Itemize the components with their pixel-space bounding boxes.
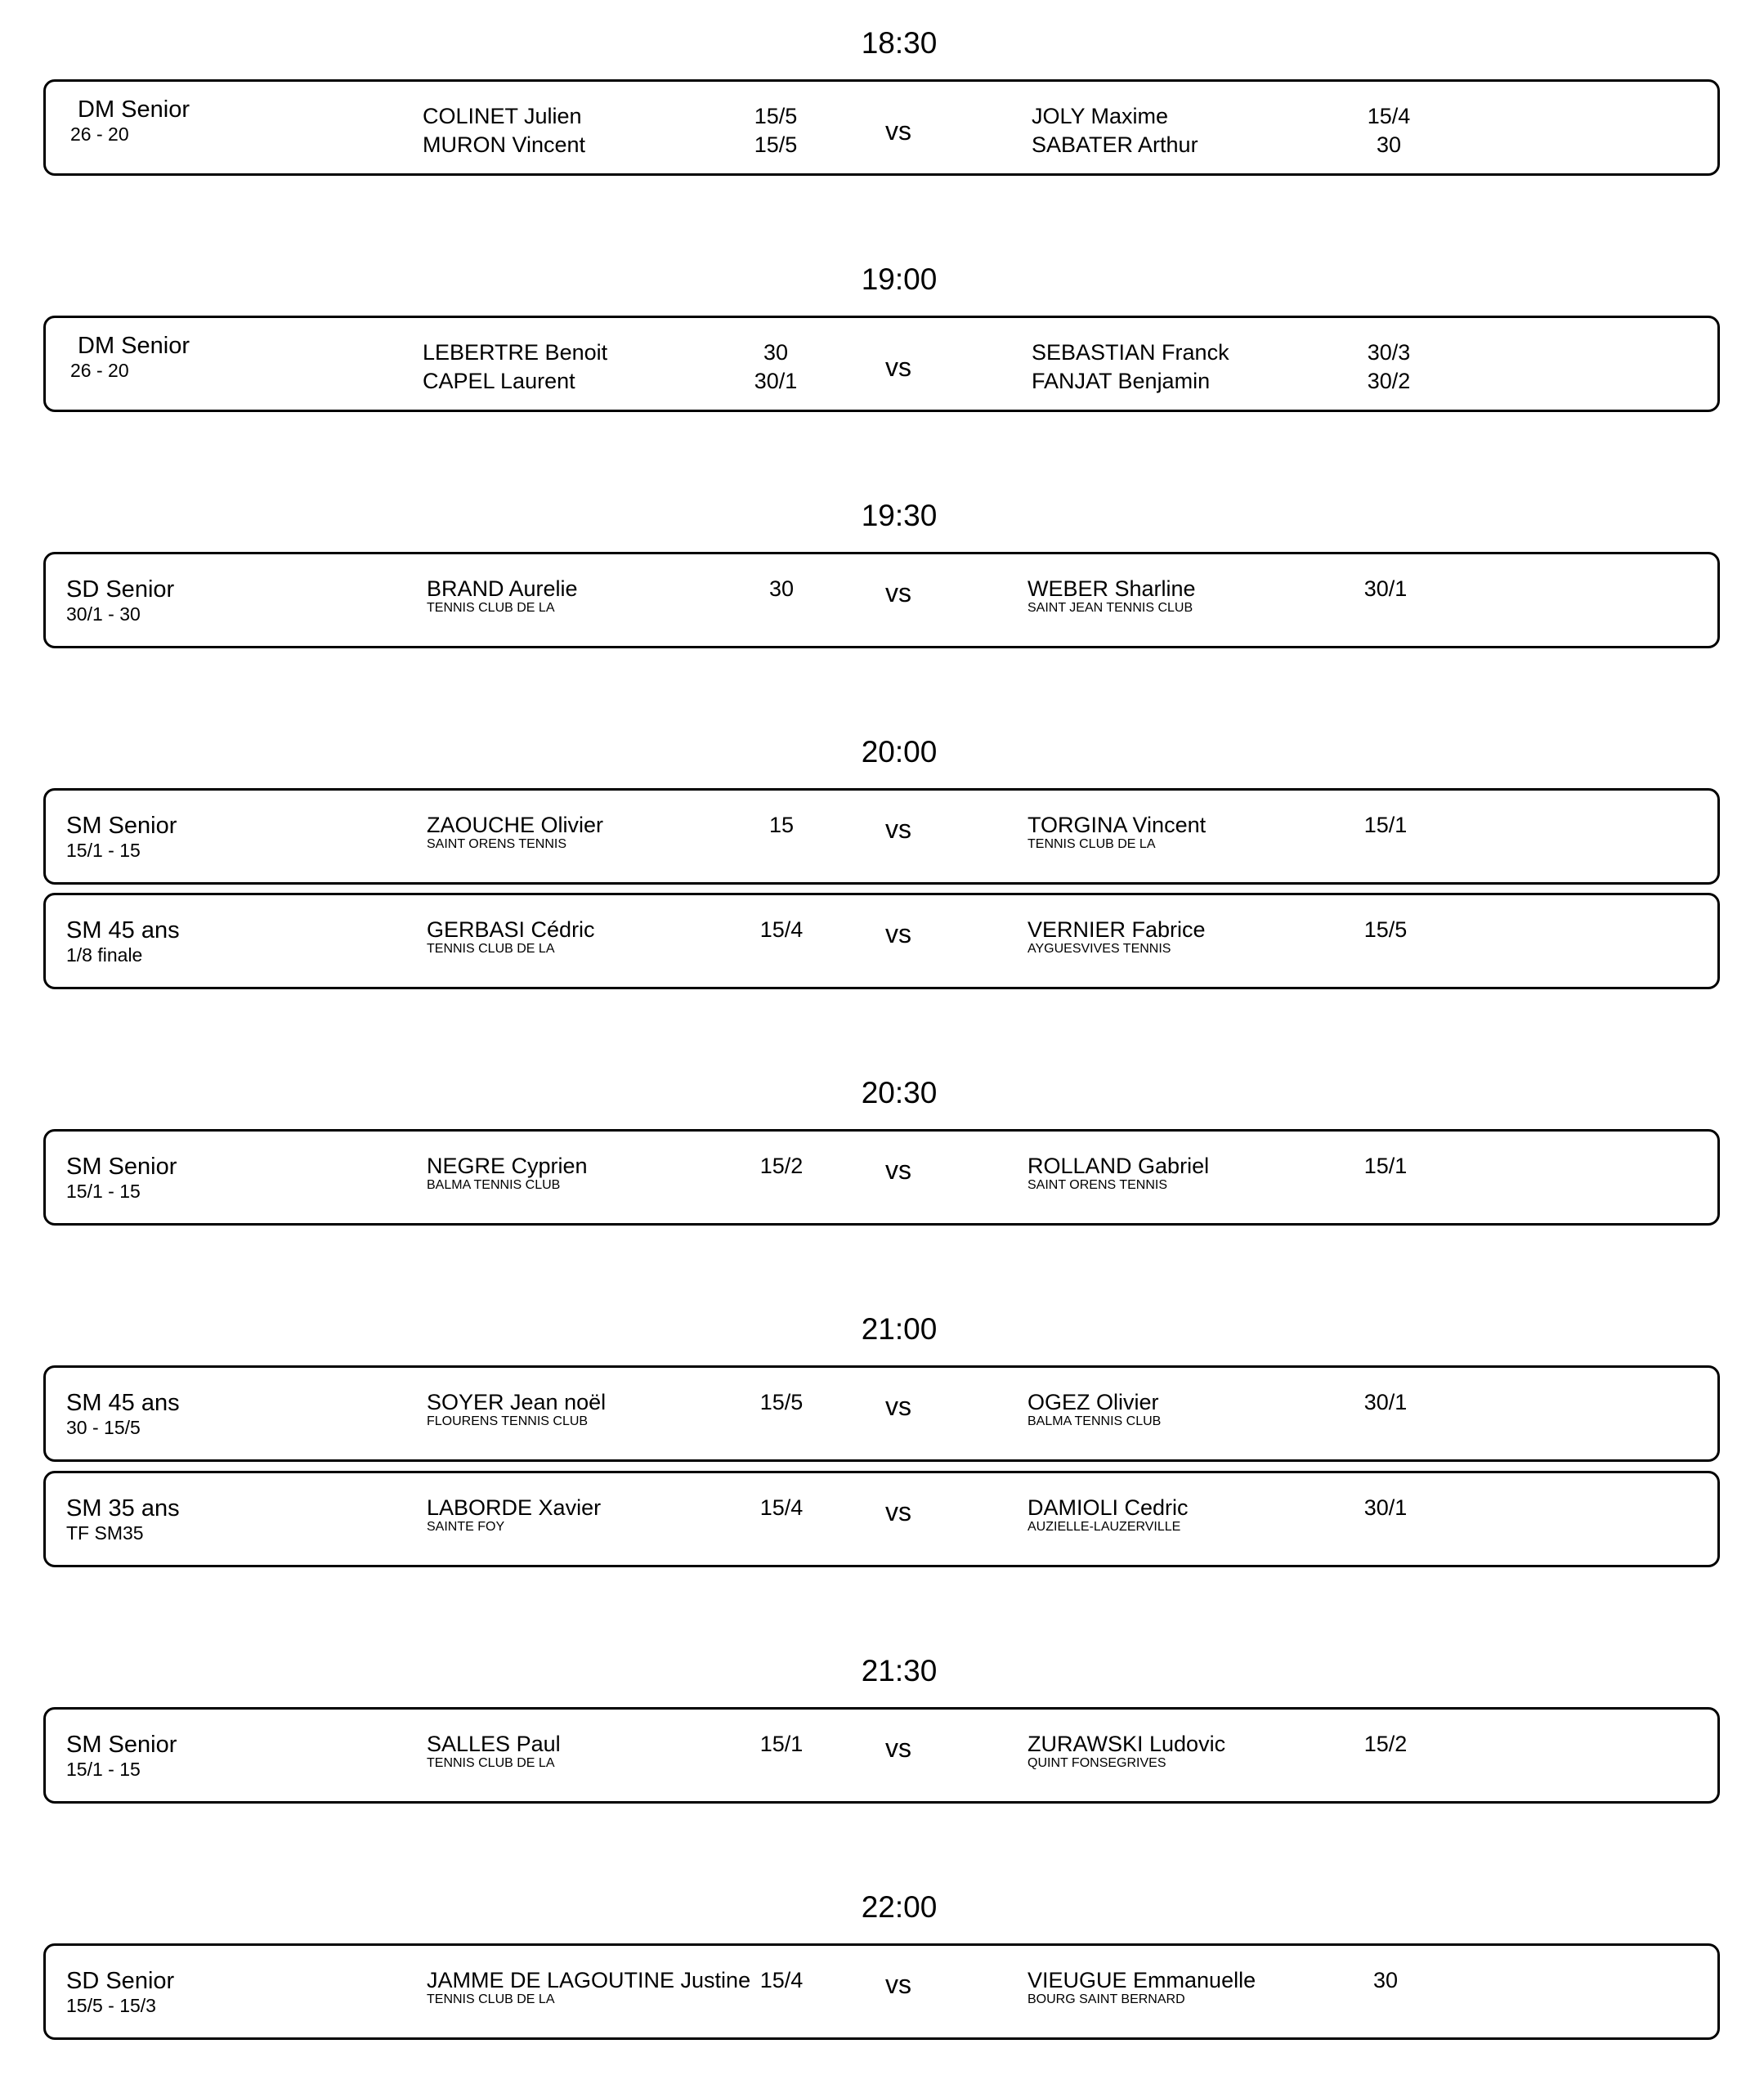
match-category: DM Senior bbox=[78, 333, 190, 359]
away-player-name: VERNIER Fabrice bbox=[1028, 917, 1206, 942]
match-category: SM 35 ans bbox=[66, 1495, 180, 1522]
home-player-rank: 15/4 bbox=[759, 917, 804, 942]
match-card[interactable] bbox=[43, 788, 1720, 885]
away-player-rank: 15/1 bbox=[1363, 813, 1408, 837]
match-card[interactable] bbox=[43, 1943, 1720, 2040]
match-round: TF SM35 bbox=[66, 1522, 144, 1544]
home-player-rank: 15/4 bbox=[759, 1495, 804, 1520]
away-player-club: BALMA TENNIS CLUB bbox=[1028, 1414, 1162, 1428]
away-player-rank: 30/2 bbox=[1367, 369, 1411, 393]
home-player-name: SOYER Jean noël bbox=[427, 1390, 607, 1414]
match-card[interactable] bbox=[43, 79, 1720, 176]
vs-label: vs bbox=[885, 578, 911, 607]
home-player-rank: 15 bbox=[768, 813, 795, 837]
match-category: SD Senior bbox=[66, 576, 175, 603]
away-player-name: SABATER Arthur bbox=[1032, 132, 1198, 157]
vs-label: vs bbox=[885, 814, 911, 844]
home-player-name: CAPEL Laurent bbox=[423, 369, 575, 393]
home-player-name: JAMME DE LAGOUTINE Justine bbox=[427, 1968, 751, 1992]
away-player-name: OGEZ Olivier bbox=[1028, 1390, 1159, 1414]
away-player-rank: 30/1 bbox=[1363, 576, 1408, 601]
away-player-name: WEBER Sharline bbox=[1028, 576, 1196, 601]
away-player-club: BOURG SAINT BERNARD bbox=[1028, 1992, 1185, 2006]
home-player-rank: 30/1 bbox=[754, 369, 798, 393]
away-player-rank: 30 bbox=[1376, 132, 1402, 157]
time-slot-heading: 21:30 bbox=[861, 1654, 938, 1687]
time-slot-heading: 20:30 bbox=[861, 1076, 938, 1109]
away-player-name: VIEUGUE Emmanuelle bbox=[1028, 1968, 1256, 1992]
home-player-name: COLINET Julien bbox=[423, 104, 582, 128]
away-player-name: DAMIOLI Cedric bbox=[1028, 1495, 1189, 1520]
match-round: 26 - 20 bbox=[70, 123, 129, 145]
away-player-club: QUINT FONSEGRIVES bbox=[1028, 1756, 1166, 1770]
time-slot-heading: 21:00 bbox=[861, 1312, 938, 1346]
home-player-rank: 30 bbox=[768, 576, 795, 601]
vs-label: vs bbox=[885, 1497, 911, 1526]
away-player-rank: 15/4 bbox=[1367, 104, 1411, 128]
home-player-club: TENNIS CLUB DE LA bbox=[427, 601, 555, 615]
away-player-club: AUZIELLE-LAUZERVILLE bbox=[1028, 1520, 1181, 1534]
away-player-club: SAINT JEAN TENNIS CLUB bbox=[1028, 601, 1193, 615]
match-round: 26 - 20 bbox=[70, 360, 129, 381]
home-player-club: SAINT ORENS TENNIS bbox=[427, 837, 566, 851]
match-round: 30 - 15/5 bbox=[66, 1417, 141, 1438]
match-round: 30/1 - 30 bbox=[66, 603, 141, 625]
match-category: SM Senior bbox=[66, 813, 177, 839]
match-card[interactable] bbox=[43, 1707, 1720, 1804]
time-slot-heading: 19:00 bbox=[861, 262, 938, 296]
away-player-rank: 15/2 bbox=[1363, 1732, 1408, 1756]
match-category: SM Senior bbox=[66, 1732, 177, 1758]
away-player-name: TORGINA Vincent bbox=[1028, 813, 1207, 837]
vs-label: vs bbox=[885, 1155, 911, 1185]
home-player-club: TENNIS CLUB DE LA bbox=[427, 1992, 555, 2006]
time-slot-heading: 19:30 bbox=[861, 499, 938, 532]
match-round: 15/1 - 15 bbox=[66, 1759, 141, 1780]
home-player-rank: 15/4 bbox=[759, 1968, 804, 1992]
away-player-club: SAINT ORENS TENNIS bbox=[1028, 1178, 1167, 1192]
away-player-name: JOLY Maxime bbox=[1032, 104, 1169, 128]
home-player-rank: 15/5 bbox=[754, 104, 798, 128]
home-player-club: TENNIS CLUB DE LA bbox=[427, 942, 555, 956]
away-player-rank: 30/3 bbox=[1367, 340, 1411, 365]
match-card[interactable] bbox=[43, 316, 1720, 412]
away-player-rank: 15/5 bbox=[1363, 917, 1408, 942]
home-player-club: SAINTE FOY bbox=[427, 1520, 505, 1534]
vs-label: vs bbox=[885, 919, 911, 948]
home-player-name: LABORDE Xavier bbox=[427, 1495, 602, 1520]
match-round: 1/8 finale bbox=[66, 944, 143, 966]
away-player-rank: 30 bbox=[1372, 1968, 1399, 1992]
time-slot-heading: 18:30 bbox=[861, 26, 938, 60]
home-player-name: BRAND Aurelie bbox=[427, 576, 578, 601]
vs-label: vs bbox=[885, 1733, 911, 1763]
match-round: 15/1 - 15 bbox=[66, 840, 141, 861]
match-card[interactable] bbox=[43, 552, 1720, 648]
match-card[interactable] bbox=[43, 893, 1720, 989]
match-card[interactable] bbox=[43, 1471, 1720, 1567]
vs-label: vs bbox=[885, 1392, 911, 1421]
away-player-club: AYGUESVIVES TENNIS bbox=[1028, 942, 1171, 956]
match-category: DM Senior bbox=[78, 96, 190, 123]
match-card[interactable] bbox=[43, 1129, 1720, 1226]
home-player-club: BALMA TENNIS CLUB bbox=[427, 1178, 561, 1192]
home-player-rank: 15/1 bbox=[759, 1732, 804, 1756]
home-player-club: FLOURENS TENNIS CLUB bbox=[427, 1414, 589, 1428]
away-player-name: ZURAWSKI Ludovic bbox=[1028, 1732, 1226, 1756]
time-slot-heading: 20:00 bbox=[861, 735, 938, 769]
away-player-rank: 30/1 bbox=[1363, 1390, 1408, 1414]
vs-label: vs bbox=[885, 352, 911, 382]
home-player-name: SALLES Paul bbox=[427, 1732, 561, 1756]
match-category: SM 45 ans bbox=[66, 1390, 180, 1416]
home-player-name: GERBASI Cédric bbox=[427, 917, 595, 942]
vs-label: vs bbox=[885, 116, 911, 146]
time-slot-heading: 22:00 bbox=[861, 1890, 938, 1924]
home-player-name: ZAOUCHE Olivier bbox=[427, 813, 604, 837]
away-player-name: ROLLAND Gabriel bbox=[1028, 1154, 1210, 1178]
match-category: SM 45 ans bbox=[66, 917, 180, 943]
match-round: 15/1 - 15 bbox=[66, 1181, 141, 1202]
home-player-rank: 15/2 bbox=[759, 1154, 804, 1178]
home-player-rank: 15/5 bbox=[759, 1390, 804, 1414]
home-player-rank: 15/5 bbox=[754, 132, 798, 157]
match-round: 15/5 - 15/3 bbox=[66, 1995, 156, 2016]
match-card[interactable] bbox=[43, 1365, 1720, 1462]
away-player-rank: 30/1 bbox=[1363, 1495, 1408, 1520]
away-player-club: TENNIS CLUB DE LA bbox=[1028, 837, 1156, 851]
away-player-rank: 15/1 bbox=[1363, 1154, 1408, 1178]
match-category: SD Senior bbox=[66, 1968, 175, 1994]
home-player-club: TENNIS CLUB DE LA bbox=[427, 1756, 555, 1770]
home-player-name: NEGRE Cyprien bbox=[427, 1154, 588, 1178]
home-player-rank: 30 bbox=[763, 340, 789, 365]
home-player-name: MURON Vincent bbox=[423, 132, 586, 157]
match-category: SM Senior bbox=[66, 1154, 177, 1180]
away-player-name: FANJAT Benjamin bbox=[1032, 369, 1211, 393]
away-player-name: SEBASTIAN Franck bbox=[1032, 340, 1229, 365]
home-player-name: LEBERTRE Benoit bbox=[423, 340, 608, 365]
vs-label: vs bbox=[885, 1970, 911, 1999]
